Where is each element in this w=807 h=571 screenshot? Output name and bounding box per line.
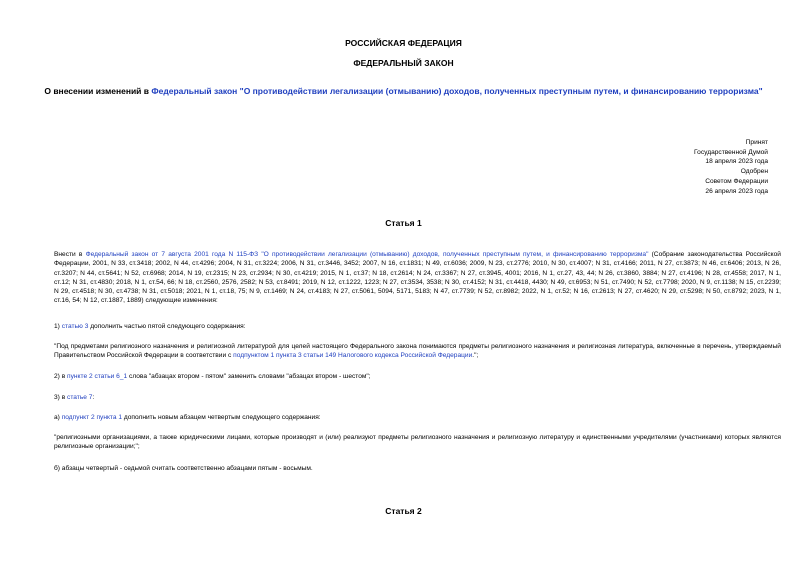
sub-item-a-suffix: дополнить новым абзацем четвертым следующего содержания: — [122, 414, 321, 421]
item-2-suffix: слова "абзацах втором - пятом" заменить словами "абзацах втором - шестом"; — [127, 373, 371, 380]
intro-suffix: (Собрание законодательства Российской Федерации, 2001, N 33, ст.3418; 2002, N 44, ст.4296; 2004, N 31, ст.3224; 2006, N 31, ст.3446, 3452; 2007, N 16, ст.1831; N 49, ст.6036; 2009, N 23, ст.2776; 2010, N 30, ст.4007; N 31, ст.4166; 2011, N 27, ст.3873; N 46, ст.6406; 2013, N 26, ст.3207; N 44, ст.5641; N 52, ст.6968; 2014, N 19, ст.2315; N 23, ст.2934; N 30, ст.4219; 2015, N 1, ст.37; N 18, ст.2614; N 24, ст.3367; N 27, ст.3945, 4001; 2016, N 1, ст.27, 43, 44; N 26, ст.3860, 3884; N 27, ст.4196; N 28, ст.4558; 2017, N 1, ст.12; N 31, ст.4830; 2018, N 1, ст.54, 66; N 18, ст.2560, 2576, 2582; N 53, ст.8491; 2019, N 12, ст.1222, 1223; N 27, ст.3534, 3538; N 30, ст.4152; N 31, ст.4418, 4430; N 49, ст.6953; N 51, ст.7490; N 52, ст.7798; 2020, N 9, ст.1138; N 15, ст.2239; N 29, ст.4518; N 30, ст.4738; N 31, ст.5018; 2021, N 1, ст.18, 75; N 9, ст.1469; N 24, ст.4183; N 27, ст.5061, 5094, 5171, 5183; N 47, ст.7739; N 52, ст.8982; 2022, N 1, ст.52; N 16, ст.2613; N 27, ст.4620; N 29, ст.5298; N 50, ст.8792; 2023, N 1, ст.16, 54; N 12, ст.1887, 1889) следующие изменения: — [54, 251, 781, 305]
tax-code-link[interactable]: подпунктом 1 пункта 3 статьи 149 Налогового кодекса Российской Федерации — [233, 352, 473, 360]
article-1-intro — [40, 250, 781, 306]
sub-item-a — [40, 413, 781, 422]
article-2-heading: Статья 2 — [385, 506, 422, 516]
item-1-link[interactable]: статью 3 — [61, 323, 89, 330]
accepted-date: 18 апреля 2023 года — [705, 158, 768, 166]
adoption-info — [694, 138, 768, 196]
sub-item-a-prefix: а) — [54, 414, 62, 421]
item-1-prefix: 1) — [54, 323, 62, 330]
item-3-prefix: 3) в — [54, 394, 68, 401]
accepted-body: Государственной Думой — [694, 148, 768, 156]
item-2-link[interactable]: пункте 2 статьи 6_1 — [67, 373, 128, 380]
quote-1-suffix: ."; — [472, 352, 479, 360]
intro-law-link[interactable]: Федеральный закон от 7 августа 2001 года N 115-ФЗ "О противодействии легализации (отмыванию) доходов, полученных преступным путем, и финансированию терроризма" — [85, 251, 649, 258]
item-2 — [40, 372, 781, 381]
accepted-label: Принят — [745, 139, 768, 146]
approved-body: Советом Федерации — [705, 177, 768, 185]
quote-1-prefix: "Под предметами религиозного назначения и религиозной литературой для целей настоящего Федерального закона понимаются предметы религиозного назначения и религиозная литература, включенные в перечень, утверждаемый Правительством Российской Федерации в соответствии с — [54, 343, 781, 360]
item-1-suffix: дополнить частью пятой следующего содержания: — [88, 323, 246, 330]
country-heading: РОССИЙСКАЯ ФЕДЕРАЦИЯ — [345, 38, 462, 48]
approved-label: Одобрен — [740, 168, 768, 176]
item-2-prefix: 2) в — [54, 373, 68, 380]
item-1 — [40, 322, 781, 331]
title-prefix: О внесении изменений в — [44, 86, 152, 96]
sub-item-a-link[interactable]: подпункт 2 пункта 1 — [61, 414, 123, 421]
law-type-heading: ФЕДЕРАЛЬНЫЙ ЗАКОН — [353, 58, 454, 68]
quote-1 — [40, 342, 781, 361]
approved-date: 26 апреля 2023 года — [705, 187, 768, 195]
quote-2: "религиозными организациями, а также юридическими лицами, которые производят и (или) реализуют предметы религиозного назначения и религиозную литературу и единственными учредителями (участниками) которых являются религиозные организации;"; — [54, 434, 781, 451]
item-3-link[interactable]: статье 7 — [67, 394, 93, 401]
sub-item-b: б) абзацы четвертый - седьмой считать соответственно абзацами пятым - восьмым. — [54, 465, 313, 472]
intro-prefix: Внести в — [54, 251, 86, 258]
document-title — [40, 86, 767, 97]
item-3 — [40, 393, 781, 402]
article-1-heading: Статья 1 — [385, 218, 422, 228]
item-3-suffix: : — [92, 394, 95, 401]
title-law-link[interactable]: Федеральный закон "О противодействии легализации (отмыванию) доходов, полученных преступным путем, и финансированию терроризма" — [151, 86, 763, 96]
